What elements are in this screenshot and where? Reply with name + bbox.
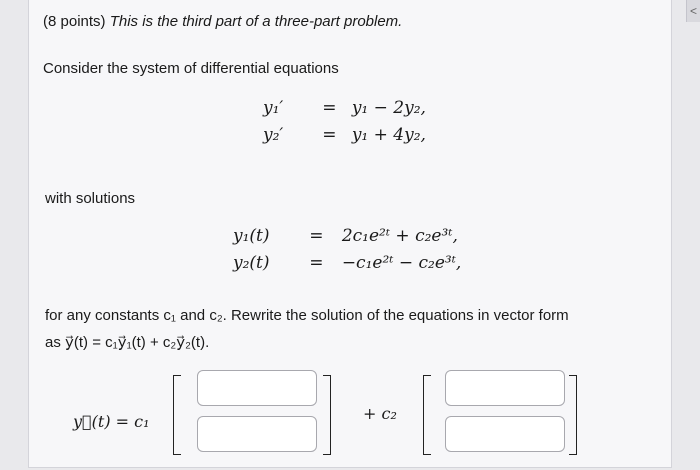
intro-text: Consider the system of differential equations: [43, 60, 339, 77]
system-lhs-2: y₂′: [263, 125, 284, 145]
system-rhs-2: y₁ + 4y₂,: [351, 125, 426, 145]
vector2-left-bracket: [423, 375, 431, 455]
solution-rhs-1: 2c₁e²ᵗ + c₂e³ᵗ,: [341, 226, 458, 246]
instruction-line-1: for any constants c₁ and c₂. Rewrite the solution of the equations in vector form: [45, 307, 569, 324]
solution-lhs-1: y₁(t): [233, 226, 270, 246]
system-eq-2: =: [322, 125, 337, 145]
vector2-entry-1[interactable]: [445, 370, 565, 406]
instruction-line-2: as y⃗(t) = c₁y⃗₁(t) + c₂y⃗₂(t).: [45, 334, 210, 351]
system-lhs-1: y₁′: [263, 98, 284, 118]
system-eq-1: =: [322, 98, 337, 118]
with-solutions-text: with solutions: [45, 190, 136, 207]
solution-eq-2: =: [309, 253, 324, 273]
question-title: This is the third part of a three-part problem.: [109, 13, 403, 30]
answer-plus-c2: + c₂: [363, 404, 397, 423]
points-label: (8 points): [43, 13, 106, 30]
system-row-1: [263, 98, 426, 118]
vector2-entry-2[interactable]: [445, 416, 565, 452]
solution-eq-1: =: [309, 226, 324, 246]
solution-row-1: [233, 226, 458, 246]
vector1-right-bracket: [323, 375, 331, 455]
question-panel: [28, 0, 672, 468]
solution-rhs-2: −c₁e²ᵗ − c₂e³ᵗ,: [341, 253, 462, 273]
question-header: [43, 13, 402, 30]
system-row-2: [263, 125, 426, 145]
vector2-right-bracket: [569, 375, 577, 455]
solution-lhs-2: y₂(t): [233, 253, 270, 273]
chevron-left-icon[interactable]: <: [686, 0, 700, 22]
system-rhs-1: y₁ − 2y₂,: [351, 98, 426, 118]
vector1-entry-1[interactable]: [197, 370, 317, 406]
solution-row-2: [233, 253, 461, 273]
answer-lhs: y⃗(t) = c₁: [73, 412, 150, 431]
vector1-left-bracket: [173, 375, 181, 455]
vector1-entry-2[interactable]: [197, 416, 317, 452]
